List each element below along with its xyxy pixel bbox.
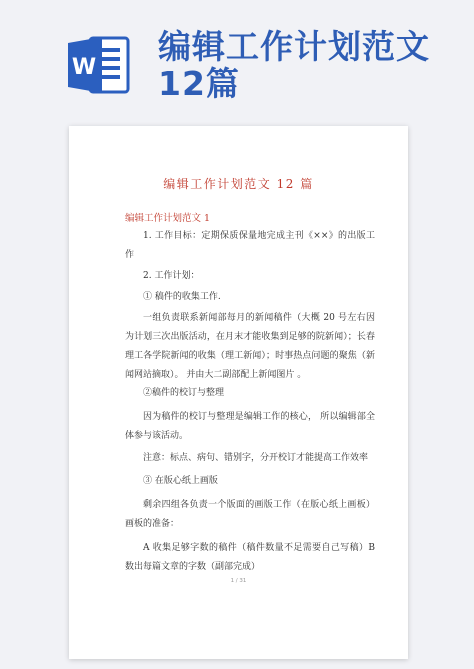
paragraph-plan-heading: 2. 工作计划： xyxy=(143,271,200,281)
header xyxy=(0,0,474,125)
paragraph-proofread-heading: ②稿件的校订与整理 xyxy=(143,388,225,398)
paragraph-collection-heading: ① 稿件的收集工作. xyxy=(143,292,221,302)
page-number: 1 / 31 xyxy=(230,578,247,584)
paragraph-layout-body: 剩余四组各负责一个版面的画版工作（在版心纸上画板） 画板的准备： xyxy=(125,500,375,529)
page-title: 编辑工作计划范文12篇 xyxy=(158,27,430,103)
svg-text:W: W xyxy=(71,55,97,80)
paragraph-preparation: A 收集足够字数的稿件（稿件数量不足需要自己写稿）B 数出每篇文章的字数（副部完成） xyxy=(125,543,375,572)
section-title: 编辑工作计划范文 1 xyxy=(125,213,211,224)
paragraph-proofread-body: 因为稿件的校订与整理是编辑工作的核心， 所以编辑部全体参与该活动。 xyxy=(125,412,375,441)
paragraph-note: 注意：标点、病句、错别字，分开校订才能提高工作效率 xyxy=(143,453,369,463)
paragraph-goal: 1. 工作目标：定期保质保量地完成主刊《××》的出版工作 xyxy=(125,231,375,260)
document-page xyxy=(69,126,408,659)
document-title: 编辑工作计划范文 12 篇 xyxy=(163,177,314,191)
paragraph-layout-heading: ③ 在版心纸上画版 xyxy=(143,476,218,486)
word-document-icon xyxy=(68,34,130,96)
paragraph-collection-body: 一组负责联系新闻部每月的新闻稿件（大概 20 号左右因为计划三次出版活动，在月末才能收集到足够的院新闻）；长春理工各学院新闻的收集（理工新闻）；时事热点问题的聚焦（新闻网站摘取）。 并由大二副部配上新闻图片 。 xyxy=(125,313,375,380)
